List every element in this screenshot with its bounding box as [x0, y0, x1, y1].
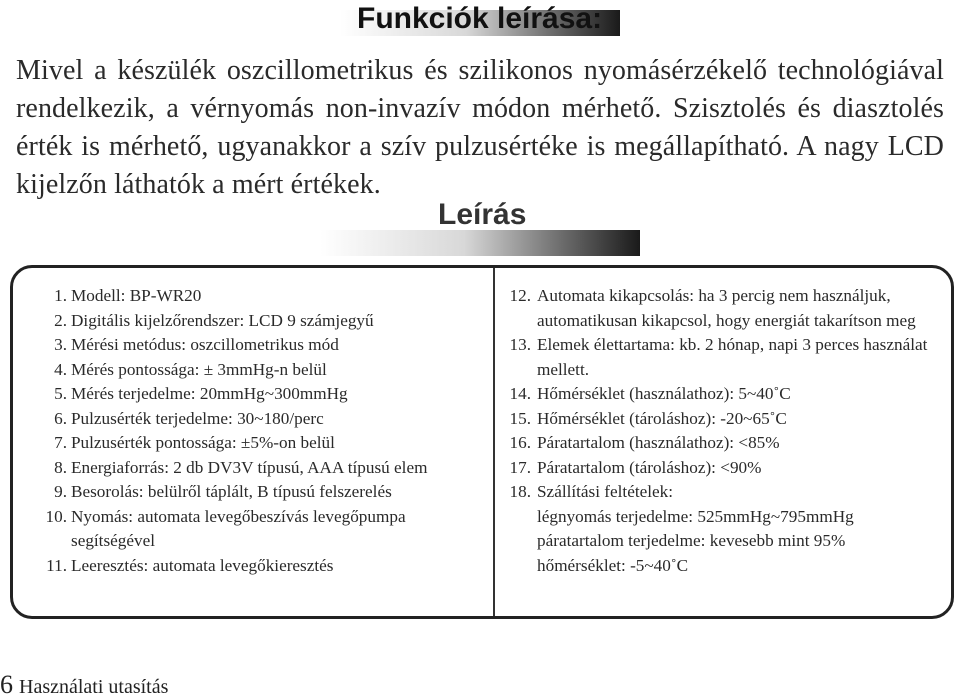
spec-item-text: Digitális kijelzőrendszer: LCD 9 számjegyű [71, 310, 374, 330]
spec-item-text: Pulzusérték pontossága: ±5%-on belül [71, 433, 335, 452]
spec-item [35, 554, 475, 579]
spec-list-box [10, 265, 954, 619]
spec-list-left [35, 284, 475, 578]
page-number: 6 [0, 670, 13, 699]
spec-item [35, 358, 475, 383]
spec-item-number: 3. [54, 335, 67, 354]
spec-item-number: 1. [54, 286, 67, 305]
spec-item-number: 17. [509, 457, 531, 477]
spec-item [35, 431, 475, 456]
spec-item-heading: Szállítási feltételek: [537, 482, 674, 501]
spec-item-number: 6. [54, 408, 67, 428]
spec-item-number: 2. [54, 310, 67, 330]
spec-item [501, 480, 941, 578]
spec-item [35, 407, 475, 432]
spec-item-number: 7. [54, 433, 67, 452]
spec-item [501, 333, 941, 382]
spec-item-text: Mérés terjedelme: 20mmHg~300mmHg [71, 384, 348, 403]
spec-subitem: hőmérséklet: -5~40˚C [537, 555, 689, 575]
spec-item-text: Modell: BP-WR20 [71, 286, 202, 305]
spec-item-number: 15. [509, 408, 531, 428]
spec-item [501, 407, 941, 432]
heading-gradient-bar [320, 230, 640, 256]
spec-item-number: 10. [45, 506, 67, 526]
spec-item-number: 4. [54, 359, 67, 379]
heading-functions-title: Funkciók leírása: [357, 2, 603, 35]
spec-item-number: 11. [46, 555, 67, 575]
spec-subitem: légnyomás terjedelme: 525mmHg~795mmHg [537, 506, 854, 526]
spec-item-text: Besorolás: belülről táplált, B típusú felszerelés [71, 482, 392, 501]
spec-item-text [537, 480, 941, 578]
spec-item [501, 456, 941, 481]
spec-item [35, 333, 475, 358]
spec-item-number: 16. [509, 433, 531, 452]
spec-item [35, 382, 475, 407]
spec-item-number: 9. [54, 482, 67, 501]
spec-item [35, 505, 475, 554]
spec-item-text: Hőmérséklet (tároláshoz): -20~65˚C [537, 408, 787, 428]
spec-item [501, 382, 941, 407]
spec-item-text: Mérési metódus: oszcillometrikus mód [71, 335, 339, 354]
spec-item-text: Páratartalom (tároláshoz): <90% [537, 457, 762, 477]
spec-item-number: 12. [509, 286, 531, 305]
spec-item [501, 431, 941, 456]
page-footer [0, 670, 168, 700]
spec-item-text: Elemek élettartama: kb. 2 hónap, napi 3 perces használat mellett. [537, 335, 928, 379]
spec-item-number: 13. [509, 335, 531, 354]
spec-item-number: 8. [54, 457, 67, 477]
spec-item [35, 309, 475, 334]
spec-item [501, 284, 941, 333]
spec-item-text: Páratartalom (használathoz): <85% [537, 433, 780, 452]
spec-item [35, 284, 475, 309]
spec-item-text: Mérés pontossága: ± 3mmHg-n belül [71, 359, 327, 379]
spec-item-number: 18. [509, 482, 531, 501]
spec-item [35, 456, 475, 481]
spec-item-text: Leeresztés: automata levegőkieresztés [71, 555, 334, 575]
spec-item-text: Hőmérséklet (használathoz): 5~40˚C [537, 384, 791, 403]
spec-item [35, 480, 475, 505]
spec-item-number: 5. [54, 384, 67, 403]
spec-item-text: Energiaforrás: 2 db DV3V típusú, AAA típusú elem [71, 457, 428, 477]
spec-subitem: páratartalom terjedelme: kevesebb mint 95% [537, 531, 846, 550]
spec-item-text: Nyomás: automata levegőbeszívás levegőpumpa segítségével [71, 506, 406, 550]
spec-list-right [501, 284, 941, 578]
column-divider [493, 268, 495, 616]
intro-paragraph: Mivel a készülék oszcillometrikus és szilikonos nyomásérzékelő technológiával rendelkezik, a vérnyomás non-invazív módon mérhető. Szisztolés és diasztolés érték is mérhető, ugyanakkor a szív pulzusértéke is megállapítható. A nagy LCD kijelzőn láthatók a mért értékek. [16, 55, 944, 200]
heading-description-title: Leírás [438, 198, 527, 231]
spec-item-number: 14. [509, 384, 531, 403]
spec-item-text: Automata kikapcsolás: ha 3 percig nem használjuk, automatikusan kikapcsol, hogy energiát takarítson meg [537, 286, 916, 330]
footer-label: Használati utasítás [19, 676, 169, 698]
spec-item-text: Pulzusérték terjedelme: 30~180/perc [71, 408, 324, 428]
